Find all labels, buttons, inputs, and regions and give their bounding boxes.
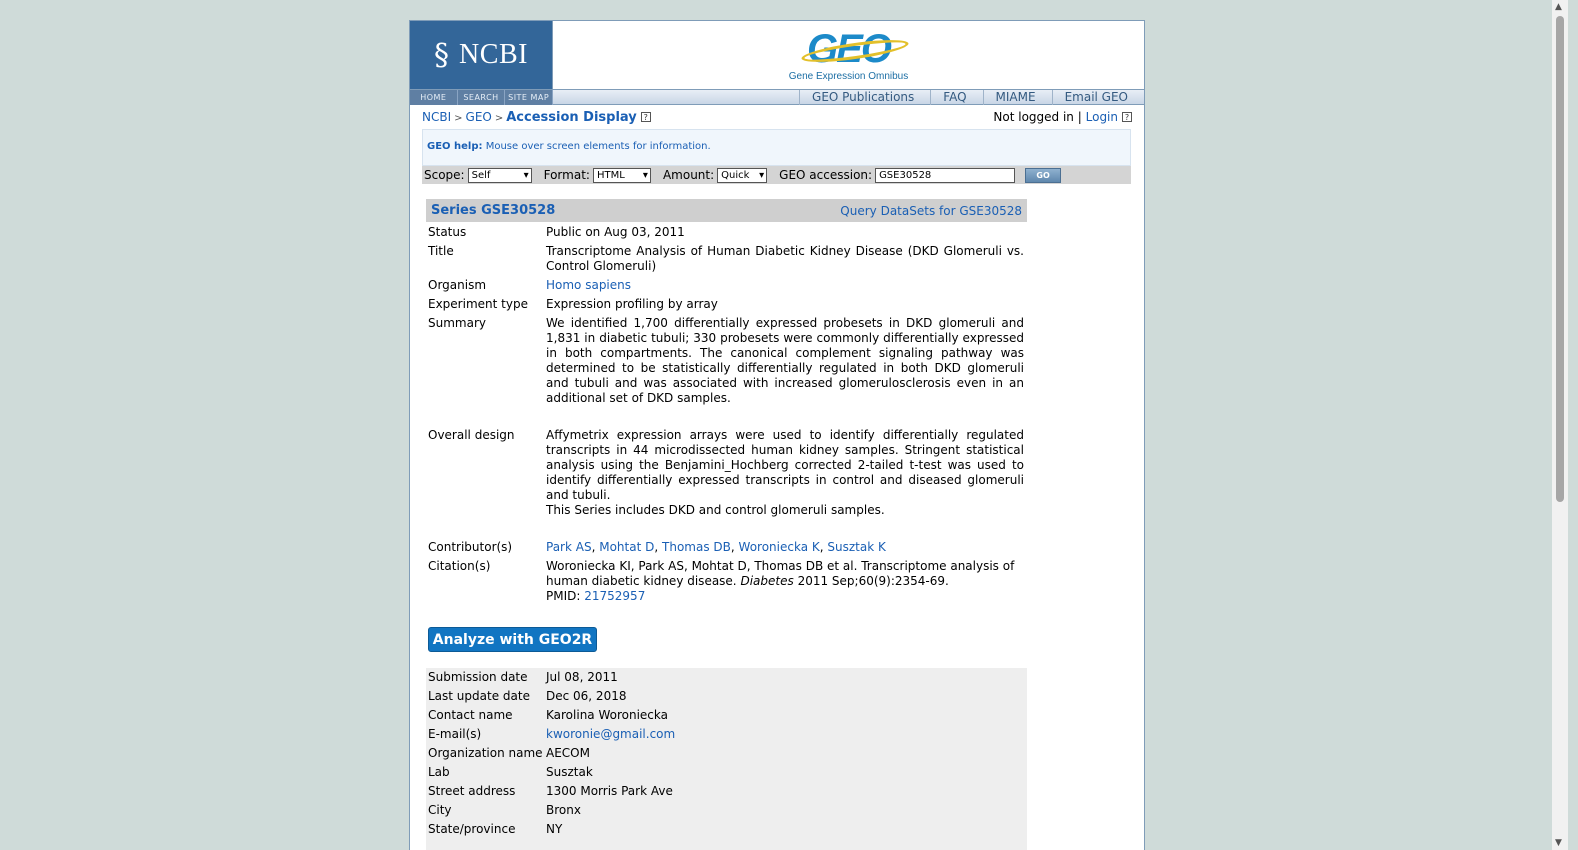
nav-miame-link[interactable]: MIAME bbox=[983, 90, 1052, 105]
help-icon[interactable]: ? bbox=[641, 112, 651, 122]
accession-input[interactable] bbox=[875, 168, 1015, 183]
submission-date-label: Submission date bbox=[428, 670, 528, 684]
organism-link[interactable]: Homo sapiens bbox=[546, 278, 632, 292]
title-label: Title bbox=[428, 244, 454, 258]
geo-help-label: GEO help: bbox=[427, 141, 483, 152]
breadcrumb bbox=[422, 110, 651, 125]
last-update-date-label: Last update date bbox=[428, 689, 530, 703]
last-update-date-value: Dec 06, 2018 bbox=[546, 689, 627, 703]
status-value: Public on Aug 03, 2011 bbox=[546, 225, 685, 239]
contributor-link[interactable]: Thomas DB bbox=[662, 540, 731, 554]
street-address-value: 1300 Morris Park Ave bbox=[546, 784, 673, 798]
scroll-up-arrow-icon[interactable]: ▲ bbox=[1555, 2, 1562, 12]
nav-faq-link[interactable]: FAQ bbox=[930, 90, 982, 105]
breadcrumb-separator: > bbox=[494, 113, 504, 124]
ncbi-nav bbox=[410, 90, 553, 105]
login-divider: | bbox=[1077, 110, 1082, 124]
geo-logo-subtitle: Gene Expression Omnibus bbox=[788, 70, 909, 82]
pmid-link[interactable]: 21752957 bbox=[584, 589, 646, 603]
state-label: State/province bbox=[428, 822, 516, 836]
geo-logo-text: GEO bbox=[807, 26, 890, 71]
contact-name-label: Contact name bbox=[428, 708, 513, 722]
accession-label: GEO accession: bbox=[779, 168, 873, 182]
accession-query-form bbox=[422, 166, 1131, 184]
contributors-value bbox=[546, 540, 1024, 555]
format-select[interactable] bbox=[593, 168, 651, 183]
contributor-link[interactable]: Woroniecka K bbox=[738, 540, 820, 554]
go-button[interactable]: GO bbox=[1025, 168, 1061, 183]
organization-label: Organization name bbox=[428, 746, 543, 760]
nav-email-geo-link[interactable]: Email GEO bbox=[1052, 90, 1144, 105]
breadcrumb-separator: > bbox=[454, 113, 463, 124]
login-area bbox=[993, 110, 1132, 124]
query-datasets-link[interactable]: Query DataSets for GSE30528 bbox=[840, 203, 1022, 218]
breadcrumb-ncbi-link[interactable]: NCBI bbox=[422, 110, 452, 124]
help-icon[interactable]: ? bbox=[1122, 112, 1132, 122]
city-label: City bbox=[428, 803, 452, 817]
citation-label: Citation(s) bbox=[428, 559, 491, 573]
series-title: Series GSE30528 bbox=[431, 203, 556, 218]
email-label: E-mail(s) bbox=[428, 727, 482, 741]
contributors-label: Contributor(s) bbox=[428, 540, 513, 554]
scrollbar-thumb[interactable] bbox=[1556, 16, 1564, 502]
login-status: Not logged in bbox=[993, 110, 1074, 124]
citation-value bbox=[546, 559, 1024, 604]
citation-journal: Diabetes bbox=[740, 574, 794, 588]
accession-input-value: GSE30528 bbox=[879, 169, 932, 181]
nav-home-link[interactable]: HOME bbox=[410, 90, 458, 105]
geo-logo[interactable] bbox=[553, 21, 1144, 89]
overall-design-label: Overall design bbox=[428, 428, 515, 442]
nav-geo-publications-link[interactable]: GEO Publications bbox=[799, 90, 930, 105]
status-label: Status bbox=[428, 225, 467, 239]
breadcrumb-geo-link[interactable]: GEO bbox=[465, 110, 492, 124]
city-value: Bronx bbox=[546, 803, 581, 817]
overall-design-text: Affymetrix expression arrays were used to identify differentially regulated transcripts in 44 microdissected human kidney samples. Stringent statistical analysis using the Benjamini_Hochberg corrected 2-tailed t-test was used to identify differentially expressed transcripts in control and diseased glomeruli and tubuli. bbox=[546, 428, 1024, 502]
organism-label: Organism bbox=[428, 278, 487, 292]
contributor-separator: , bbox=[730, 540, 735, 554]
analyze-geo2r-button[interactable]: Analyze with GEO2R bbox=[428, 627, 597, 652]
summary-value: We identified 1,700 differentially expressed probesets in DKD glomeruli and 1,831 in diabetic tubuli; 330 probesets were commonly differentially expressed in both compartments. The canonical complement signaling pathway was determined to be statistically differentially regulated in both DKD glomeruli and tubuli and was associated with increased glomerulosclerosis even in an additional set of DKD samples. bbox=[546, 316, 1024, 405]
scroll-down-arrow-icon[interactable]: ▼ bbox=[1555, 838, 1562, 848]
geo-page bbox=[409, 20, 1145, 850]
amount-label: Amount: bbox=[662, 168, 715, 182]
format-select-value: HTML bbox=[596, 169, 625, 181]
dna-helix-icon: § bbox=[434, 37, 450, 73]
geo-help-text: Mouse over screen elements for information. bbox=[485, 141, 711, 152]
format-label: Format: bbox=[543, 168, 590, 182]
pmid-label: PMID: bbox=[546, 589, 581, 603]
series-header bbox=[426, 199, 1027, 222]
state-value: NY bbox=[546, 822, 563, 836]
contact-name-value: Karolina Woroniecka bbox=[546, 708, 668, 722]
lab-value: Susztak bbox=[546, 765, 593, 779]
lab-label: Lab bbox=[428, 765, 450, 779]
contributor-separator: , bbox=[654, 540, 659, 554]
login-link[interactable]: Login bbox=[1085, 110, 1118, 124]
organization-value: AECOM bbox=[546, 746, 590, 760]
contributor-separator: , bbox=[591, 540, 596, 554]
geo-nav bbox=[799, 90, 1144, 105]
nav-bar bbox=[410, 89, 1144, 105]
amount-select[interactable] bbox=[717, 168, 767, 183]
page-scrollbar[interactable] bbox=[1552, 0, 1568, 850]
citation-ref: 2011 Sep;60(9):2354-69. bbox=[797, 574, 949, 588]
submission-date-value: Jul 08, 2011 bbox=[546, 670, 618, 684]
geo-help-panel bbox=[422, 129, 1131, 166]
email-link[interactable]: kworonie@gmail.com bbox=[546, 727, 676, 741]
experiment-type-label: Experiment type bbox=[428, 297, 528, 311]
nav-site-map-link[interactable]: SITE MAP bbox=[505, 90, 553, 105]
overall-design-note: This Series includes DKD and control glomeruli samples. bbox=[546, 503, 885, 517]
geo-logo-mark bbox=[807, 26, 890, 71]
title-value: Transcriptome Analysis of Human Diabetic Kidney Disease (DKD Glomeruli vs. Control Glomeruli) bbox=[546, 244, 1024, 273]
scope-label: Scope: bbox=[424, 168, 465, 182]
amount-select-value: Quick bbox=[721, 169, 750, 181]
scope-select-value: Self bbox=[471, 169, 491, 181]
contributor-link[interactable]: Mohtat D bbox=[599, 540, 655, 554]
contributor-link[interactable]: Susztak K bbox=[827, 540, 886, 554]
summary-label: Summary bbox=[428, 316, 486, 330]
breadcrumb-current: Accession Display bbox=[506, 110, 637, 125]
overall-design-value bbox=[546, 428, 1024, 518]
experiment-type-value: Expression profiling by array bbox=[546, 297, 718, 311]
street-address-label: Street address bbox=[428, 784, 516, 798]
contributor-link[interactable]: Park AS bbox=[546, 540, 592, 554]
nav-search-link[interactable]: SEARCH bbox=[458, 90, 506, 105]
ncbi-logo-text: NCBI bbox=[459, 39, 528, 70]
contact-panel bbox=[426, 668, 1027, 850]
ncbi-logo[interactable] bbox=[410, 21, 553, 89]
citation-text: Woroniecka KI, Park AS, Mohtat D, Thomas DB et al. Transcriptome analysis of human diabetic kidney disease. bbox=[546, 559, 1015, 588]
contributor-separator: , bbox=[819, 540, 824, 554]
scope-select[interactable] bbox=[468, 168, 532, 183]
